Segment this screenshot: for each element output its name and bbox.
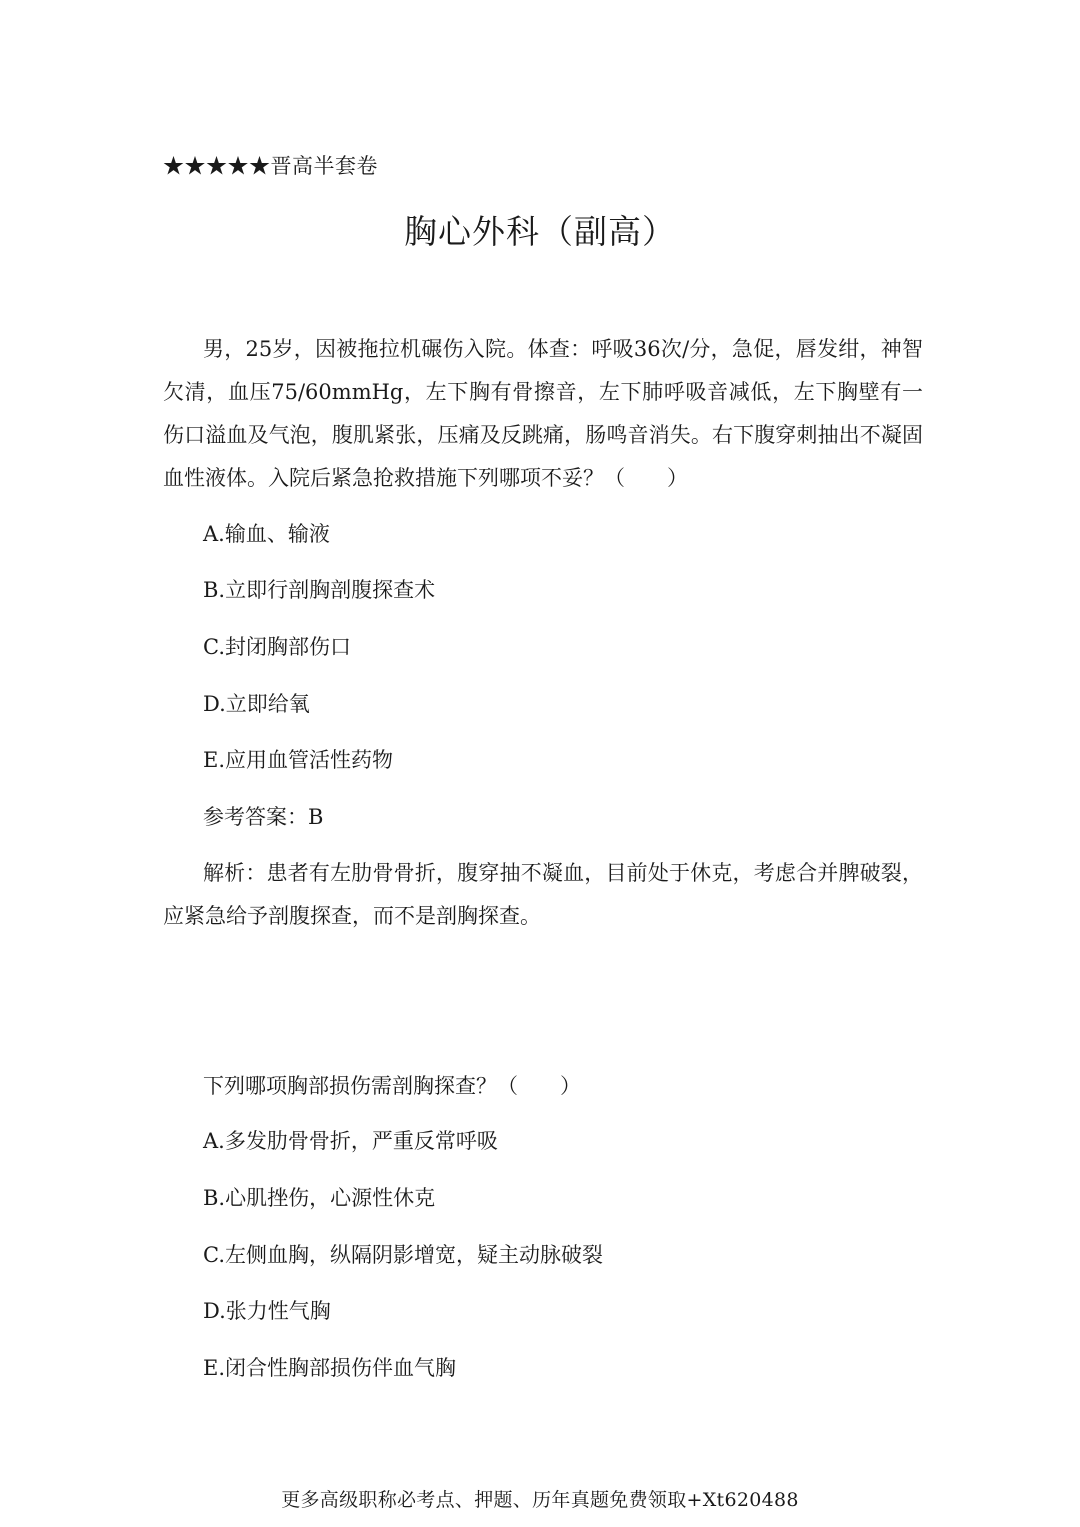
question-2-option-a: A.多发肋骨骨折，严重反常呼吸 xyxy=(203,1129,498,1153)
question-2-option-e: E.闭合性胸部损伤伴血气胸 xyxy=(203,1356,457,1380)
question-1-option-e: E.应用血管活性药物 xyxy=(203,748,394,772)
question-1-option-c: C.封闭胸部伤口 xyxy=(203,635,351,659)
header-tag: ★★★★★晋高半套卷 xyxy=(163,154,378,178)
question-1-stem: 男，25岁，因被拖拉机碾伤入院。体查：呼吸36次/分，急促，唇发绀，神智欠清，血压75/60mmHg，左下胸有骨擦音，左下肺呼吸音减低，左下胸壁有一伤口溢血及气泡，腹肌紧张，压痛及反跳痛，肠鸣音消失。右下腹穿刺抽出不凝固血性液体。入院后紧急抢救措施下列哪项不妥？（ ） xyxy=(163,337,923,490)
question-1-analysis: 解析：患者有左肋骨骨折，腹穿抽不凝血，目前处于休克，考虑合并脾破裂，应紧急给予剖腹探查，而不是剖胸探查。 xyxy=(163,861,923,928)
page-title: 胸心外科（副高） xyxy=(404,212,676,251)
question-1-option-d: D.立即给氧 xyxy=(203,692,310,716)
question-2-option-d: D.张力性气胸 xyxy=(203,1299,331,1323)
question-1-option-b: B.立即行剖胸剖腹探查术 xyxy=(203,578,436,602)
question-2-option-c: C.左侧血胸，纵隔阴影增宽，疑主动脉破裂 xyxy=(203,1243,603,1267)
footer-promo-text: 更多高级职称必考点、押题、历年真题免费领取+Xt620488 xyxy=(281,1489,799,1511)
question-1-option-a: A.输血、输液 xyxy=(203,522,330,546)
question-2-option-b: B.心肌挫伤，心源性休克 xyxy=(203,1186,436,1210)
question-1-answer: 参考答案：B xyxy=(203,805,324,829)
question-2-stem: 下列哪项胸部损伤需剖胸探查？（ ） xyxy=(203,1074,581,1098)
